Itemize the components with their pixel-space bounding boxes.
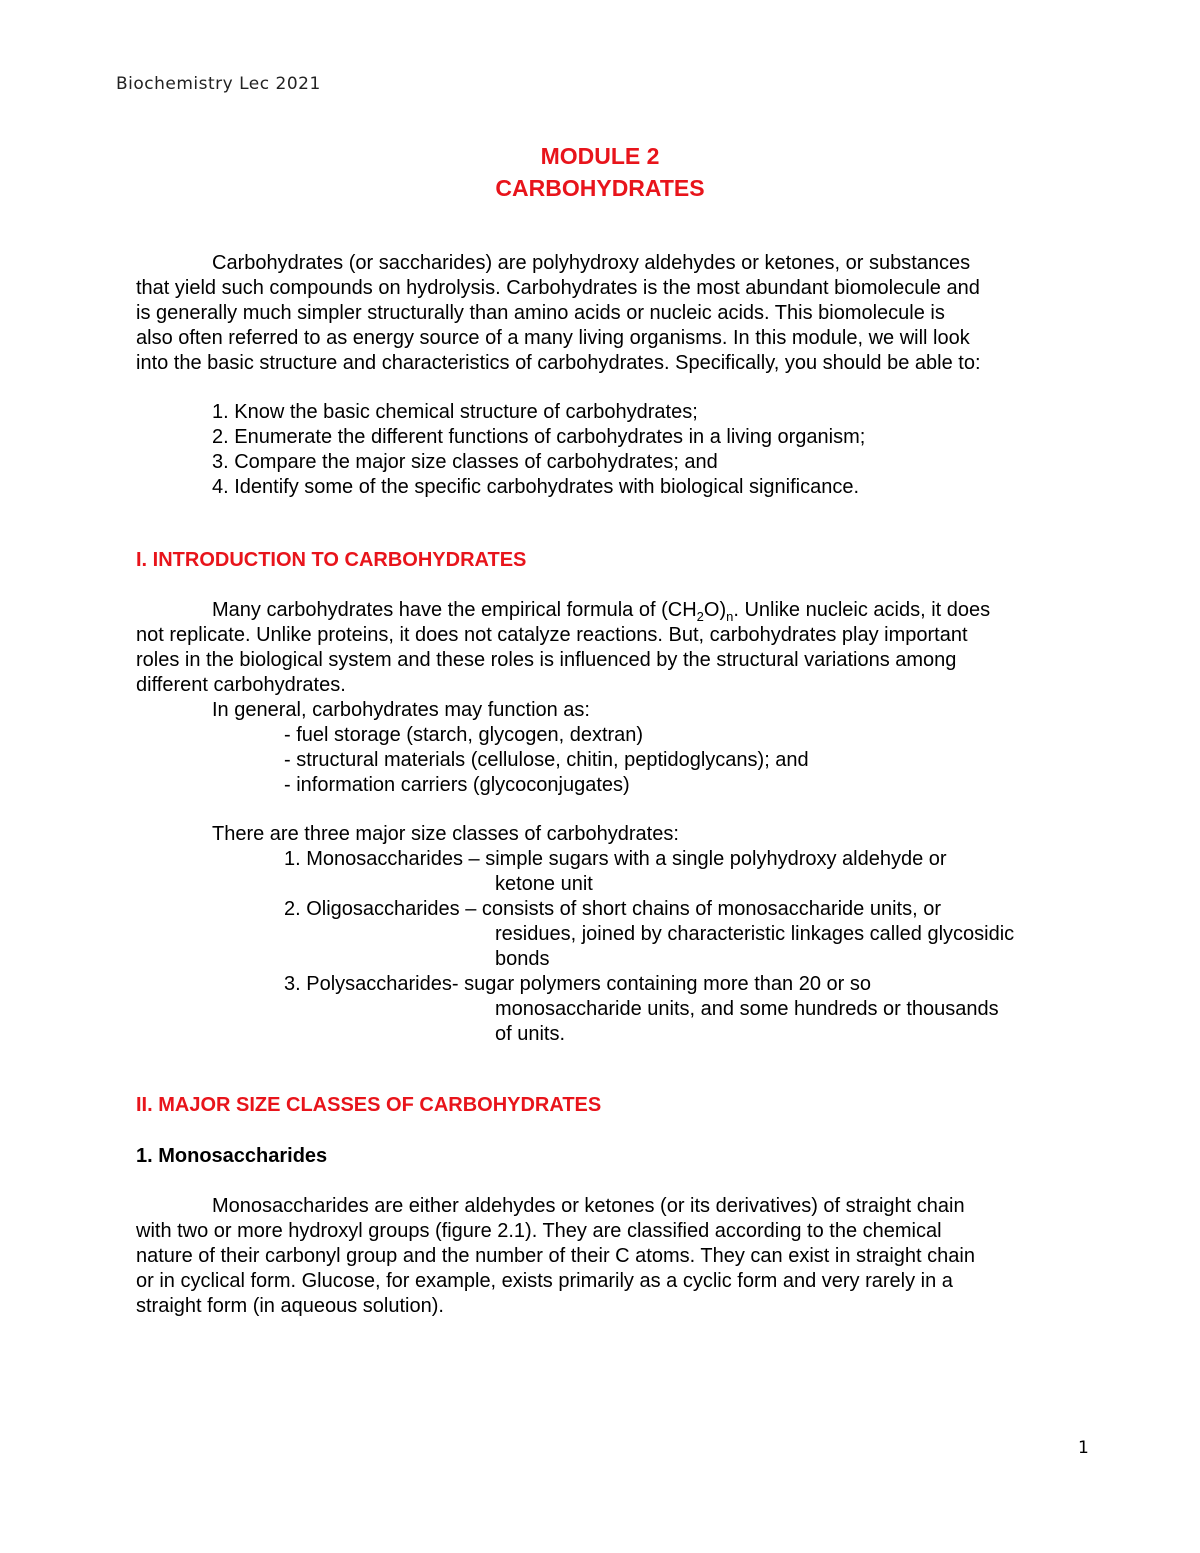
intro-line: is generally much simpler structurally than amino acids or nucleic acids. This biomolecule is: [136, 302, 945, 324]
paragraph-line: not replicate. Unlike proteins, it does not catalyze reactions. But, carbohydrates play important: [136, 624, 968, 646]
section-heading-size-classes: II. MAJOR SIZE CLASSES OF CARBOHYDRATES: [136, 1094, 602, 1116]
formula-subscript: 2: [696, 609, 704, 624]
intro-line: Carbohydrates (or saccharides) are polyhydroxy aldehydes or ketones, or substances: [212, 252, 971, 274]
objective-item: 3. Compare the major size classes of carbohydrates; and: [212, 451, 718, 473]
formula-text: O): [703, 599, 727, 621]
class-item-continued: ketone unit: [495, 873, 593, 895]
section-heading-introduction: I. INTRODUCTION TO CARBOHYDRATES: [136, 549, 527, 571]
class-item-continued: monosaccharide units, and some hundreds or thousands: [495, 998, 999, 1020]
function-item: - fuel storage (starch, glycogen, dextran): [284, 724, 644, 746]
classes-intro: There are three major size classes of carbohydrates:: [212, 823, 679, 845]
objective-item: 4. Identify some of the specific carbohydrates with biological significance.: [212, 476, 860, 498]
paragraph-line: roles in the biological system and these roles is influenced by the structural variations among: [136, 649, 957, 671]
formula-line: [212, 598, 990, 622]
functions-intro: In general, carbohydrates may function as:: [212, 699, 590, 721]
formula-subscript: n: [726, 609, 734, 624]
intro-line: that yield such compounds on hydrolysis. Carbohydrates is the most abundant biomolecule and: [136, 277, 980, 299]
module-number: MODULE 2: [540, 143, 660, 169]
class-item-continued: bonds: [495, 948, 550, 970]
paragraph-line: Monosaccharides are either aldehydes or ketones (or its derivatives) of straight chain: [212, 1195, 965, 1217]
paragraph-line: different carbohydrates.: [136, 674, 346, 696]
running-header: Biochemistry Lec 2021: [116, 74, 321, 94]
paragraph-line: straight form (in aqueous solution).: [136, 1295, 444, 1317]
class-item: 1. Monosaccharides – simple sugars with a single polyhydroxy aldehyde or: [284, 848, 947, 870]
function-item: - information carriers (glycoconjugates): [284, 774, 630, 796]
function-item: - structural materials (cellulose, chitin, peptidoglycans); and: [284, 749, 809, 771]
class-item: 3. Polysaccharides- sugar polymers containing more than 20 or so: [284, 973, 871, 995]
objective-item: 2. Enumerate the different functions of carbohydrates in a living organism;: [212, 426, 866, 448]
paragraph-line: nature of their carbonyl group and the number of their C atoms. They can exist in straight chain: [136, 1245, 975, 1267]
paragraph-line: with two or more hydroxyl groups (figure 2.1). They are classified according to the chemical: [136, 1220, 942, 1242]
intro-line: into the basic structure and characteristics of carbohydrates. Specifically, you should be able to:: [136, 352, 981, 374]
class-item: 2. Oligosaccharides – consists of short chains of monosaccharide units, or: [284, 898, 941, 920]
class-item-continued: residues, joined by characteristic linkages called glycosidic: [495, 923, 1015, 945]
subsection-heading-monosaccharides: 1. Monosaccharides: [136, 1145, 328, 1167]
intro-line: also often referred to as energy source of a many living organisms. In this module, we will look: [136, 327, 970, 349]
objective-item: 1. Know the basic chemical structure of carbohydrates;: [212, 401, 698, 423]
paragraph-line: or in cyclical form. Glucose, for example, exists primarily as a cyclic form and very rarely in a: [136, 1270, 953, 1292]
formula-text: Many carbohydrates have the empirical formula of (CH: [212, 599, 697, 621]
module-title: CARBOHYDRATES: [495, 175, 705, 201]
class-item-continued: of units.: [495, 1023, 566, 1045]
formula-text: . Unlike nucleic acids, it does: [733, 599, 991, 621]
page-number: 1: [1078, 1438, 1089, 1458]
